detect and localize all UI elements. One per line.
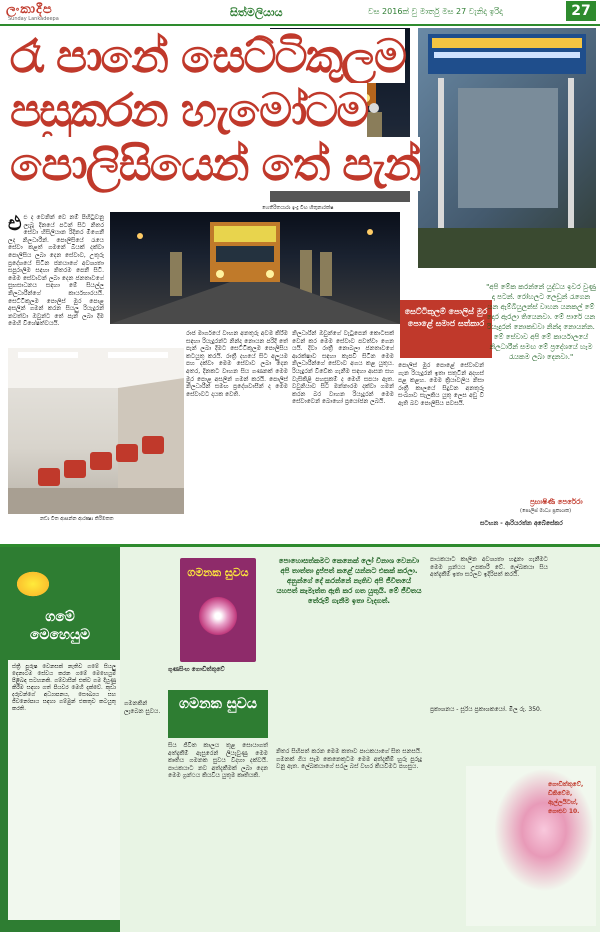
article-column-3: නිලධාරීන් ඔවුන්ගේ වැටුපෙන් කොටසක් වෙන් කර මෙම සේවාව පවත්වා ගෙන යයි. දිවා රාත්‍රී නොබලා ජනතාවගේ ආරක්ෂාව සඳහා කැපවී සිටින මෙම නිලධාරීන්ගේ සේවාව අගය කළ යුතුය. රියැදුරන් විවේක ගැනීම සඳහා ආසන සහ වැසිකිළි පහසුකම් ද මෙහි සපයා ඇත. වවුනියාව සිට මන්නාරම දක්වා ගමන් කරන බර වාහන රියැදුරන් මෙම සේවාවෙන් බොහෝ ප්‍රයෝජන ලබයි. (292, 330, 394, 406)
review-pull-quote: පොහොසත්කමට කෙනෙක් ලෝ විනාශ වෙනවා අපි තාත්තා දුප්පත් කළේ යන්නට එකක් කරලා. අනුන්ගේ දේ කරන්නේ නැතිව අපි ජීවිතයේ යහපත් කැමැත්ත ඇති කර ගත යුතුයි. මේ ජීවිතය තේරුම් ගැනීම ඉතා වැදගත්. (276, 557, 422, 605)
newspaper-logo: ලංකාදීප (6, 2, 53, 17)
book-author: ගුණසිංහ ගොඩිත්තුවේ (168, 666, 225, 673)
book-review-title: ගමනක සුවය (168, 690, 268, 738)
flower-icon (8, 565, 58, 603)
reporter-credit: සටහන - ආරියරත්න අබේසේකර (480, 520, 563, 527)
headline-line-1: රෑ පානේ සෙට්ටිකුලම (10, 29, 406, 83)
review-column-5: ප්‍රකාශනය - සූරිය ප්‍රකාශකයෝ. මිල රු. 350. (430, 706, 542, 713)
book-cover-title: ගමනක සුවය (187, 566, 249, 579)
feature-title: ගමේ මෙහෙයුම (29, 609, 91, 643)
page-header (0, 0, 600, 26)
dateline: වස 2016ක් වු මාර්තු මස 27 වැනිදා ඉරිදා (368, 7, 503, 16)
chairs-photo-caption: නඩා වීත ආසන්‍න ආරක්‍ෂා කිරීමකත (40, 516, 114, 522)
page-number: 27 (566, 1, 596, 21)
police-station-photo (418, 28, 596, 268)
review-column-2: සිය ජීවිත කාලය තුළ සොයාගත් අත්දැකීම් ඇසුරෙන් ලියැවුණු මෙම කෘතිය ගමනක සුවය විදහා දක්වයි. පාඨකයාට නව අත්දැකීමක් ලබා දෙන මෙම ග්‍රන්ථය කියවිය යුතුම කෘතියකි. (168, 742, 268, 780)
book-cover-image (180, 558, 256, 662)
article-subhead: සෙට්ටිකුලම් පොලිස් මුර පොළේ සමාජ සත්කාර (400, 300, 492, 358)
headline-line-2: පසුකරන හැමෝටම (10, 83, 368, 137)
quote-byline: ප්‍රභාෂිණී පෙරේරා (530, 498, 583, 506)
drop-cap: එ (8, 214, 22, 235)
article-column-4: පොලිස් මුර පොළේ සේවාවන් ගැන රියැදුරන් ඉතා සතුටින් අදහස් පළ කළහ. මෙම ක්‍රියාවලිය නිසා රාත්‍රී කාලයේ සිදුවන අනතුරු සංඛ්‍යාව සැලකිය යුතු ලෙස අඩු වී ඇති බව පොලිසිය පවසයි. (398, 362, 484, 407)
quote-byline-role: (පොලිස් මාධ්‍ය ප්‍රකාශක) (520, 508, 572, 514)
article-column-1 (8, 214, 104, 344)
review-column-3: නිතර සිහිපත් කරන මෙම කතාව පාඨකයාගේ සිත සනසයි. ගමනක් ගිය සෑම කෙනෙකුටම මෙම අත්දැකීම් හුරු පුරුදු වනු ඇත. ලේඛකයාගේ සරල බස් වහර කියවීමට පහසුය. (276, 748, 422, 771)
article-column-2: රාජ මාර්ගයේ වාහන අනතුරු අවම කිරීම සඳහා රියැදුරන්ට නින්ද නොයන පරිදි තේ පැන් ලබා දීමට සෙට්ටිකුලම පොලිසිය කටයුතු කරයි. රාත්‍රී දහයේ සිට අලුයම පහ දක්වා මෙම සේවාව ලබා දෙන අතර, දිනකට වාහන සිය ගණනක් මෙම මුර පොළ අසලින් ගමන් කරයි. පොලිස් නිලධාරීන් සමඟ ප්‍රදේශවාසීන් ද මෙම සේවාවට දායක වෙති. (186, 330, 288, 398)
section-label: සිත්මලියාය (230, 6, 283, 19)
headline-line-3: පොලිසියෙන් තේ පැන් (10, 137, 420, 191)
main-photo-caption: හෙතිරිතයාරා ඉංද්‍ර වීහ හිතුනාරක්ෂ (262, 205, 334, 211)
rose-icon (196, 594, 240, 638)
article-text-1: එ ද වෙනින් වෙ නම් පිහිටුවනු ලැබූ දිනයේ පටන් සිට නිතර සේවා හිසිලියාන රිදිනර මිගෙනී ලද නිලධාරීන්. පොලිසියේ රැයෙ සේවා කළත් ගමනේ බියක් දක්වා පොලීසිය ලබා දෙන සේවාව, උතුරු ප්‍රදේශයේ සිටින ජනයාගේ අවශ්‍යතා සපුරාලීම සඳහා නිතරම පෙනී සිටී. මෙම සේවාවන් ලබා දෙන ජනතාවගේ සුභසාධනය සඳහා මේ සියල්ල නිලධාරීන්ගේ කාර්යභාරයයි. සෙට්ටිකුලම පොලිස් මුර පොළ අසලින් ගමන් කරන සියලු රියැදුරන් නවත්වා ඔවුන්ට තේ පැන් ලබා දීම මෙහි විශේෂත්වයයි. (8, 214, 104, 328)
night-lorry-photo (110, 212, 400, 324)
review-column-1: ගමනකින් ලැබෙන සුවය. (124, 700, 161, 715)
review-column-4: පාඨකයාට කාලීන අවශ්‍යතා හඳුනා ගැනීමට මෙම ග්‍රන්ථය උපකාරී වේ. ලේඛකයා සිය අත්දැකීම් ඉතා සරලව ඉදිරිපත් කරයි. (430, 556, 548, 579)
newspaper-logo-sub: Sunday Lankadeepa (8, 16, 59, 22)
feature-text: ස්ත්‍රී පුරුෂ වෙනසක් නැතිව ගමේ සියලු දෙනාටම සේවය කරන ගමේ මෙහෙයුම පිළිබඳ සටහනකි. ගම්වාසීන් එක්ව ගම දියුණු කිරීම සඳහා ගත් පියවර මෙහි දැක්වේ. කුඩා දරුවන්ගේ අධ්‍යාපනය, සෞඛ්‍යය සහ ජීවනෝපාය සඳහා ගම්මුන් එකතුව කටයුතු කරති. (8, 660, 120, 920)
pull-quote: "අපි මේක කරන්නේ යුද්ධය ඉවර වුණු දා පටන්. රෝහලට ලෙඩුන් රැගෙන යන ඇම්බියුලන්ස් වාහන යනකල් මේ දොර ඇරලා තියෙනවා. මේ පාරේ යන රියැදුරන් නොකඩවා නින්ද නොයන්න. මේ සේවාව අපි මේ කාර්යාලයේ නිලධාරීන් සමඟ මේ ප්‍රදේශයේ හැම රැයකම ලබා දෙනවා." (486, 283, 596, 361)
waiting-chairs-photo (8, 348, 184, 514)
author-contact: ගොඩිත්තුවේ, ඩිකිවේම, ඇල්ලයිටහ්, ගොළුව 10. (548, 781, 584, 815)
